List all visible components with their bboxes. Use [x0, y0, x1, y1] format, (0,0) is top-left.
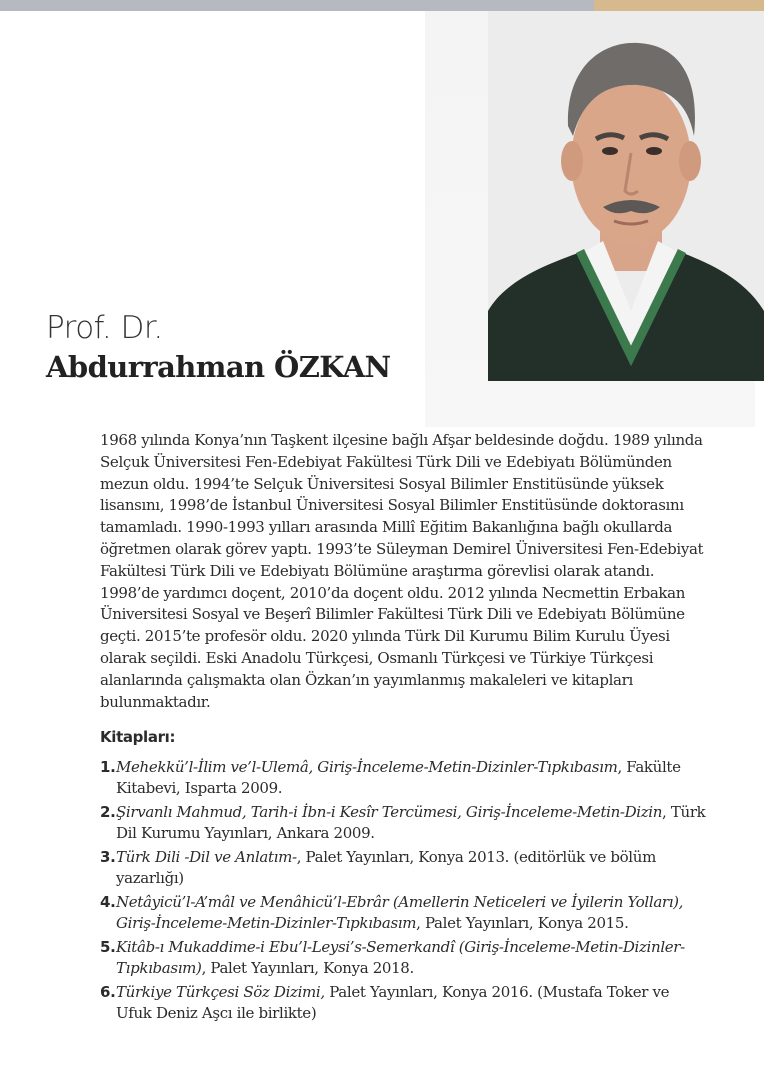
- book-number: 1.: [100, 758, 116, 777]
- book-item: [100, 892, 706, 933]
- book-number: 2.: [100, 803, 116, 822]
- book-title: Türkiye Türkçesi Söz Dizimi,: [116, 983, 325, 1002]
- main-content: [100, 430, 706, 1027]
- books-list: [100, 757, 706, 1023]
- book-item: [100, 802, 706, 843]
- book-publisher: , Palet Yayınları, Konya 2015.: [416, 913, 629, 932]
- book-title: Netâyicü’l-A’mâl ve Menâhicü’l-Ebrâr (Amellerin Neticeleri ve İyilerin Yolları), Giriş-İnceleme-Metin-Dizinler-Tıpkıbasım: [116, 893, 684, 932]
- top-bar-accent: [594, 0, 764, 11]
- book-title: Mehekkü’l-İlim ve’l-Ulemâ, Giriş-İnceleme-Metin-Dizinler-Tıpkıbasım: [116, 758, 618, 777]
- books-heading: Kitapları:: [100, 728, 176, 747]
- book-publisher: , Palet Yayınları, Konya 2018.: [201, 958, 414, 977]
- portrait-photo: [488, 11, 764, 381]
- book-number: 3.: [100, 848, 116, 867]
- book-title: Türk Dili -Dil ve Anlatım-: [116, 848, 297, 867]
- book-item: [100, 937, 706, 978]
- book-title: Kitâb-ı Mukaddime-i Ebu’l-Leysi’s-Semerkandî (Giriş-İnceleme-Metin-Dizinler-Tıpkıbasım): [116, 938, 685, 977]
- book-item: [100, 982, 706, 1023]
- top-bar-gray: [0, 0, 594, 11]
- book-item: [100, 757, 706, 798]
- book-publisher: Palet Yayınları, Konya 2016. (Mustafa Toker ve Ufuk Deniz Aşcı ile birlikte): [116, 983, 670, 1022]
- book-publisher: , Fakülte Kitabevi, Isparta 2009.: [116, 758, 681, 797]
- book-publisher: , Palet Yayınları, Konya 2013. (editörlük ve bölüm yazarlığı): [116, 848, 656, 887]
- book-title: Şirvanlı Mahmud, Tarih-i İbn-i Kesîr Tercümesi, Giriş-İnceleme-Metin-Dizin: [116, 803, 663, 822]
- person-name: Abdurrahman ÖZKAN: [46, 350, 391, 384]
- biography-text: 1968 yılında Konya’nın Taşkent ilçesine bağlı Afşar beldesinde doğdu. 1989 yılında Selçuk Üniversitesi Fen-Edebiyat Fakültesi Türk Dili ve Edebiyatı Bölümünden mezun oldu. 1994’te Selçuk Üniversitesi Sosyal Bilimler Enstitüsünde yüksek lisansını, 1998’de İstanbul Üniversitesi Sosyal Bilimler Enstitüsünde doktorasını tamamladı. 1990-1993 yılları arasında Millî Eğitim Bakanlığına bağlı okullarda öğretmen olarak görev yaptı. 1993’te Süleyman Demirel Üniversitesi Fen-Edebiyat Fakültesi Türk Dili ve Edebiyatı Bölümüne araştırma görevlisi olarak atandı. 1998’de yardımcı doçent, 2010’da doçent oldu. 2012 yılında Necmettin Erbakan Üniversitesi Sosyal ve Beşerî Bilimler Fakültesi Türk Dili ve Edebiyatı Bölümüne geçti. 2015’te profesör oldu. 2020 yılında Türk Dil Kurumu Bilim Kurulu Üyesi olarak seçildi. Eski Anadolu Türkçesi, Osmanlı Türkçesi ve Türkiye Türkçesi alanlarında çalışmakta olan Özkan’ın yayımlanmış makaleleri ve kitapları bulunmaktadır.: [100, 431, 704, 711]
- book-number: 6.: [100, 983, 116, 1002]
- book-publisher: , Türk Dil Kurumu Yayınları, Ankara 2009.: [116, 803, 706, 842]
- book-item: [100, 847, 706, 888]
- book-number: 5.: [100, 938, 116, 957]
- book-number: 4.: [100, 893, 116, 912]
- academic-title: Prof. Dr.: [46, 310, 163, 346]
